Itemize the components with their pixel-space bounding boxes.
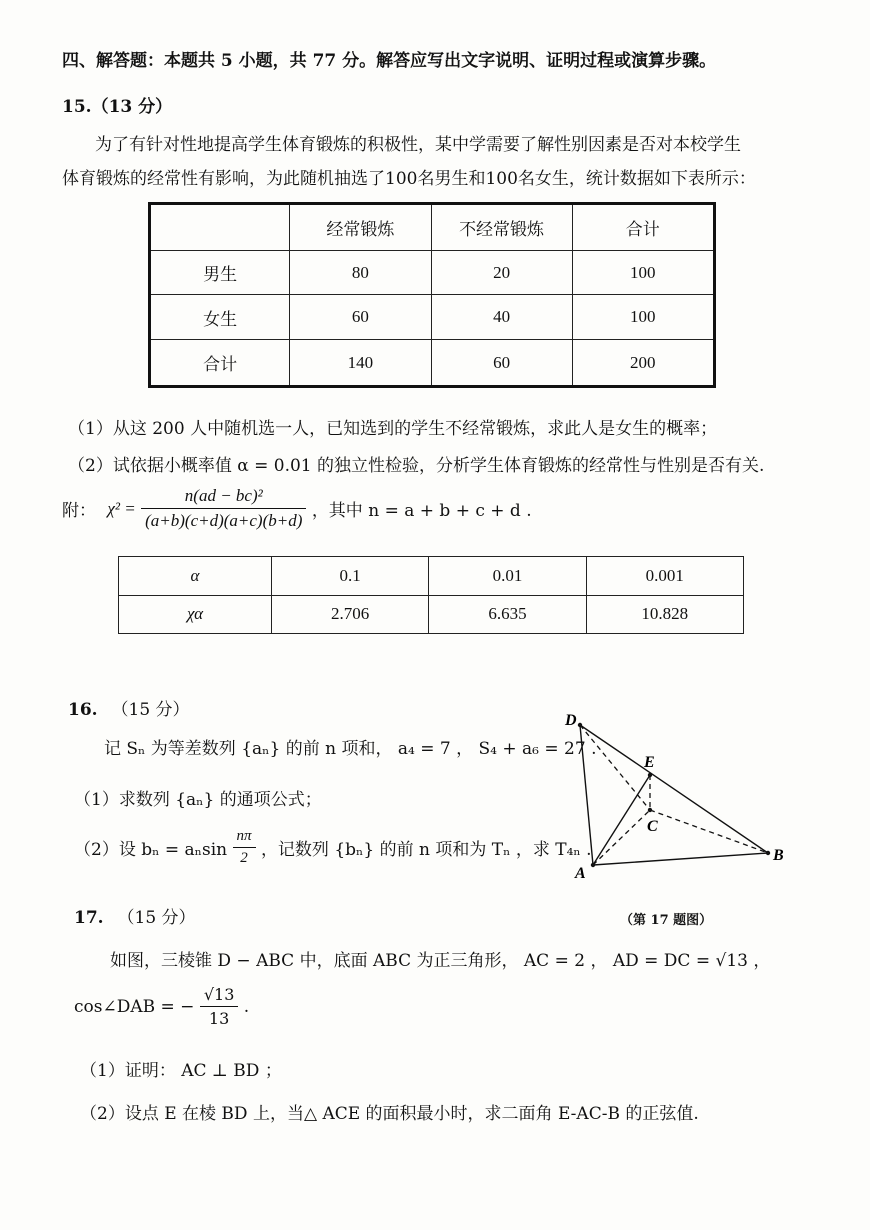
table-header-cell: 合计: [572, 204, 714, 251]
label-B: B: [773, 847, 784, 864]
table-cell: 60: [431, 340, 572, 387]
edge-DC-hidden: [580, 725, 650, 810]
table-row: [150, 250, 715, 295]
table-cell: 60: [290, 295, 431, 340]
q15-data-table: [148, 202, 716, 388]
pyramid-figure: [555, 705, 795, 890]
table-cell: 200: [572, 340, 714, 387]
table-row: [150, 340, 715, 387]
cos-numerator: √13: [200, 985, 239, 1007]
table-cell: 10.828: [586, 595, 743, 634]
q17-part2: （2）设点 E 在棱 BD 上，当△ ACE 的面积最小时，求二面角 E-AC-B 的正弦值.: [80, 1104, 699, 1124]
q16-points: （15 分）: [111, 700, 190, 720]
q15-appendix-formula: [62, 486, 532, 531]
q17-number: 17.: [74, 908, 104, 928]
fraction-denominator: 2: [240, 850, 248, 866]
vertex-D: [578, 723, 582, 727]
table-header-row: [150, 204, 715, 251]
q16-part2-suffix: ，记数列 {bₙ} 的前 n 项和为 Tₙ ，求 T₄ₙ .: [260, 840, 592, 860]
table-header-cell: [150, 204, 290, 251]
section-header: 四、解答题：本题共 5 小题，共 77 分。解答应写出文字说明、证明过程或演算步骤。: [62, 51, 717, 71]
q15-number: 15.: [62, 97, 92, 117]
chi-square-symbol: χ² =: [107, 498, 136, 518]
q16-part2: [74, 828, 592, 867]
label-C: C: [647, 818, 658, 835]
table-cell: 80: [290, 250, 431, 295]
appendix-label: 附：: [62, 501, 96, 521]
q17-cos-condition: [74, 985, 249, 1028]
cos-fraction: [200, 985, 239, 1028]
formula-numerator: n(ad − bc)²: [141, 486, 306, 509]
table-cell: 2.706: [272, 595, 429, 634]
formula-denominator: (a+b)(c+d)(a+c)(b+d): [145, 511, 303, 530]
cos-lhs: cos∠DAB = −: [74, 996, 195, 1017]
table-header-cell: 经常锻炼: [290, 204, 431, 251]
table-row: [150, 295, 715, 340]
vertex-C: [648, 808, 652, 812]
fraction-numerator: nπ: [233, 828, 256, 848]
table-cell: χα: [119, 595, 272, 634]
cos-denominator: 13: [208, 1009, 230, 1028]
vertex-B: [766, 851, 770, 855]
table-cell: 6.635: [429, 595, 586, 634]
q16-part1: （1）求数列 {aₙ} 的通项公式；: [74, 790, 322, 810]
q15-intro-line1: 为了有针对性地提高学生体育锻炼的积极性，某中学需要了解性别因素是否对本校学生: [95, 135, 741, 155]
vertex-E: [648, 773, 652, 777]
label-A: A: [575, 865, 586, 882]
table-cell: 0.01: [429, 557, 586, 596]
q15-points: （13 分）: [91, 97, 173, 117]
edge-AC-hidden: [593, 810, 650, 865]
table-header-cell: 不经常锻炼: [431, 204, 572, 251]
formula-tail: ，其中 n = a + b + c + d .: [311, 501, 532, 521]
table-cell: 0.1: [272, 557, 429, 596]
label-D: D: [565, 712, 577, 729]
table-cell: 20: [431, 250, 572, 295]
table-cell: 合计: [150, 340, 290, 387]
edge-AB: [593, 853, 768, 865]
q15-heading: [62, 92, 172, 117]
q15-part1: （1）从这 200 人中随机选一人，已知选到的学生不经常锻炼，求此人是女生的概率；: [68, 419, 718, 439]
q16-heading: [68, 695, 190, 720]
q17-heading: [74, 903, 196, 928]
q15-part2: （2）试依据小概率值 α = 0.01 的独立性检验，分析学生体育锻炼的经常性与性别是否有关.: [68, 456, 765, 476]
table-cell: 0.001: [586, 557, 743, 596]
q16-statement: 记 Sₙ 为等差数列 {aₙ} 的前 n 项和， a₄ = 7 ， S₄ + a₆ = 27 .: [104, 739, 597, 759]
table-cell: 100: [572, 295, 714, 340]
q17-part1: （1）证明： AC ⊥ BD ；: [80, 1061, 282, 1081]
q15-intro-line2: 体育锻炼的经常性有影响，为此随机抽选了100名男生和100名女生，统计数据如下表所示：: [62, 169, 756, 189]
table-cell: 女生: [150, 295, 290, 340]
edge-DB: [580, 725, 768, 853]
n-pi-over-2-fraction: [233, 828, 256, 867]
table-cell: 40: [431, 295, 572, 340]
figure-caption: （第 17 题图）: [620, 913, 713, 928]
cos-tail: .: [243, 996, 250, 1017]
table-cell: 100: [572, 250, 714, 295]
q16-number: 16.: [68, 700, 98, 720]
table-cell: 140: [290, 340, 431, 387]
label-E: E: [644, 754, 655, 771]
q17-points: （15 分）: [117, 908, 196, 928]
chi-square-fraction: [141, 486, 306, 531]
q16-part2-prefix: （2）设 bₙ = aₙsin: [74, 840, 228, 860]
table-row: [119, 595, 744, 634]
q17-statement: 如图，三棱锥 D − ABC 中，底面 ABC 为正三角形， AC = 2 ， AD = DC = √13 ，: [110, 951, 771, 971]
table-row: [119, 557, 744, 596]
edge-CB-hidden: [650, 810, 768, 853]
edge-AE: [593, 775, 650, 865]
edge-DA: [580, 725, 593, 865]
vertex-A: [591, 863, 595, 867]
q15-alpha-table: [118, 556, 744, 634]
table-cell: α: [119, 557, 272, 596]
table-cell: 男生: [150, 250, 290, 295]
